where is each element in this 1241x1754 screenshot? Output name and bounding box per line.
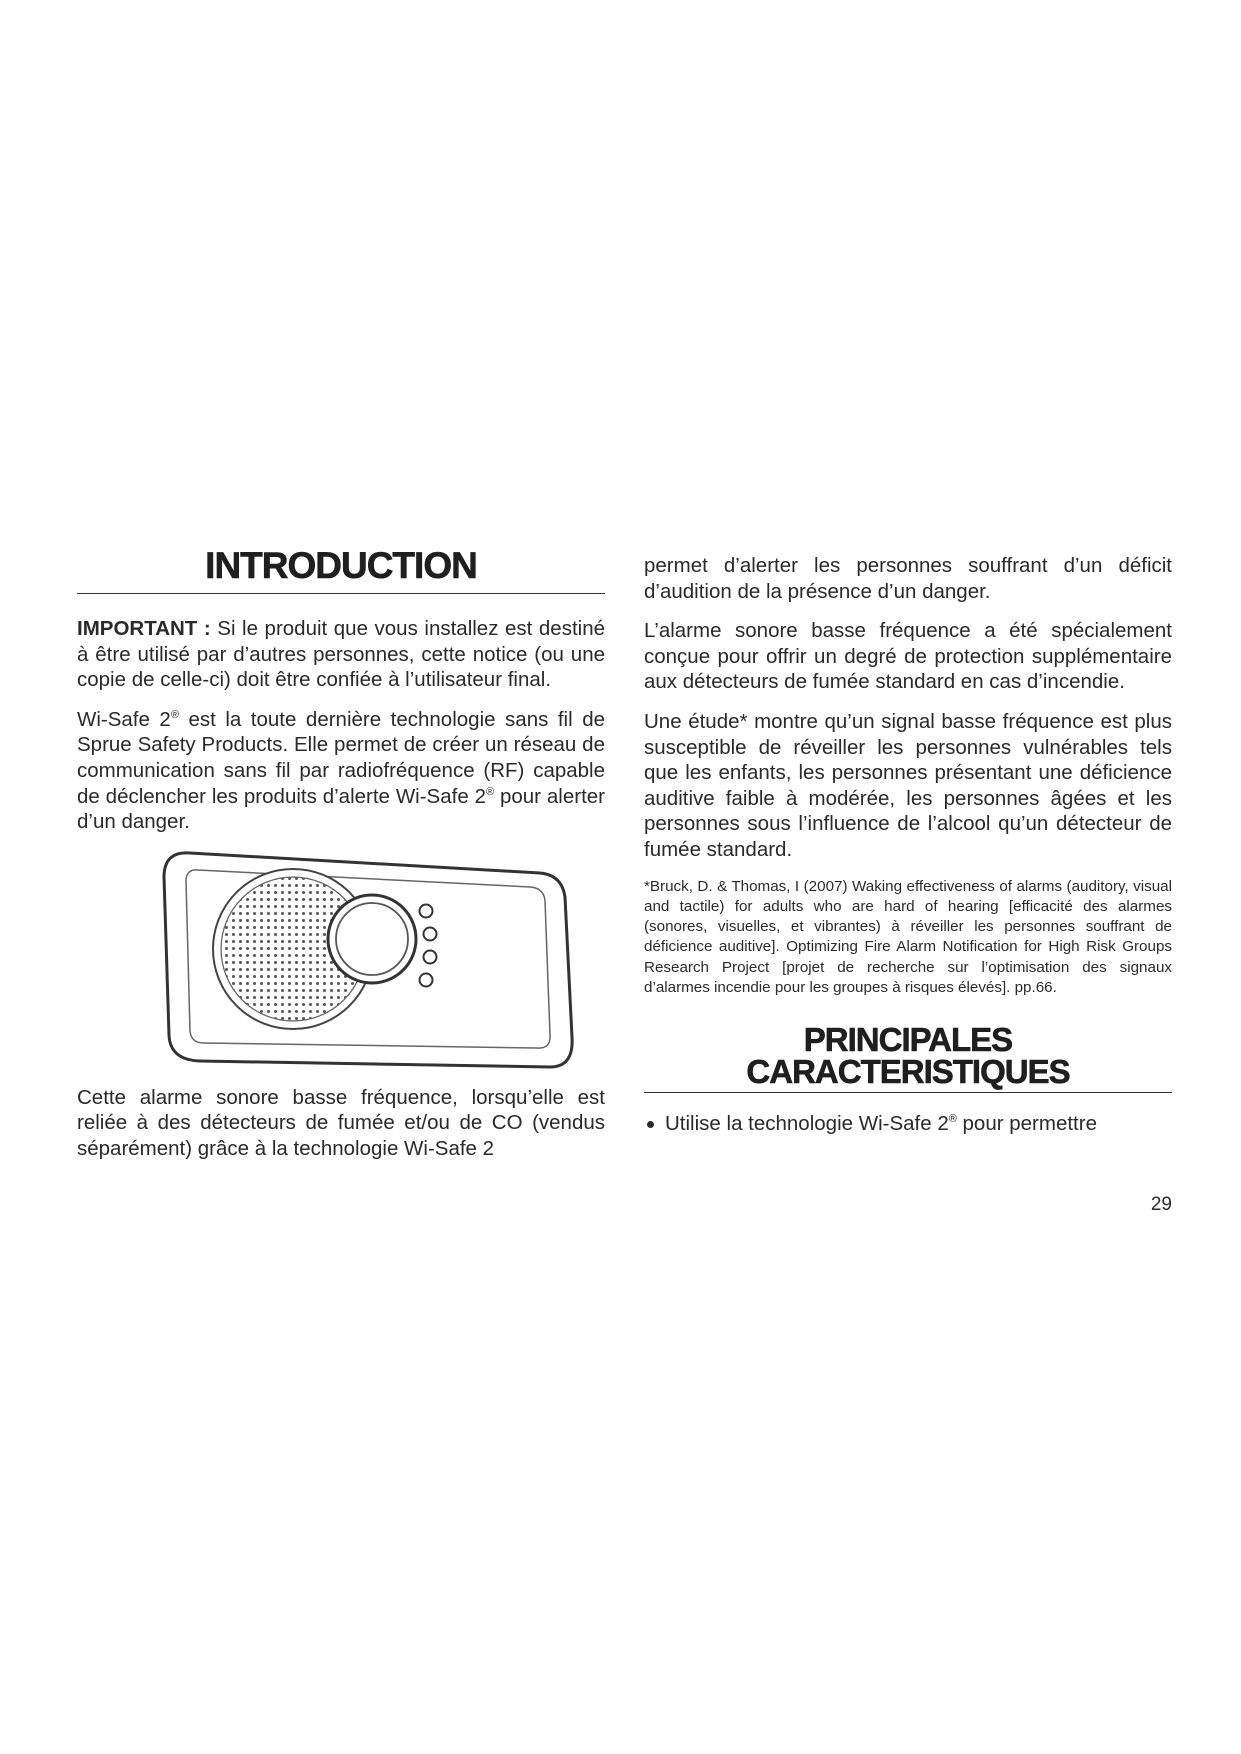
low-frequency-alarm-illustration [160, 847, 580, 1075]
registered-mark: ® [486, 785, 495, 798]
continuation-paragraph: permet d’alerter les personnes souffrant d’un déficit d’audition de la présence d’un danger. [644, 554, 1172, 603]
wisafe-paragraph [77, 707, 605, 835]
low-frequency-paragraph: L’alarme sonore basse fréquence a été spécialement conçue pour offrir un degré de protection supplémentaire aux détecteurs de fumée standard en cas d’incendie. [644, 619, 1172, 694]
features-rule [644, 1092, 1172, 1093]
alarm-description-paragraph: Cette alarme sonore basse fréquence, lorsqu’elle est reliée à des détecteurs de fumée et/ou de CO (vendus séparément) grâce à la technologie Wi-Safe 2 [77, 1085, 605, 1160]
wisafe-text-1: Wi-Safe 2 [77, 707, 171, 731]
introduction-heading: INTRODUCTION [205, 545, 477, 586]
important-label: IMPORTANT : [77, 617, 211, 640]
footnote: *Bruck, D. & Thomas, I (2007) Waking effectiveness of alarms (auditory, visual and tactile) for adults who are hard of hearing [efficacité des alarmes (sonores, visuelles, et vibrantes) à réveiller les personnes souffrant de déficience auditive]. Optimizing Fire Alarm Notification for High Risk Groups Research Project [projet de recherche sur l’optimisation des signaux d’alarmes incendie pour les groupes à risques élevés]. pp.66. [644, 877, 1172, 997]
registered-mark: ® [948, 1113, 957, 1126]
right-column [644, 553, 1172, 1137]
important-paragraph [77, 616, 605, 693]
study-paragraph: Une étude* montre qu’un signal basse fréquence est plus susceptible de réveiller les personnes vulnérables tels que les enfants, les personnes présentant une déficience auditive faible à modérée, les personnes âgées et les personnes sous l’influence de l’alcool qu’un détecteur de fumée standard. [644, 709, 1172, 861]
feature-text: Utilise la technologie Wi-Safe 2 [665, 1112, 949, 1136]
left-column [77, 544, 605, 1162]
introduction-rule [77, 593, 605, 594]
registered-mark: ® [170, 708, 179, 721]
features-heading-line-1: PRINCIPALES [803, 1021, 1013, 1059]
feature-suffix: pour permettre [956, 1112, 1097, 1136]
wisafe-text-2: est la toute dernière technologie sans fil de Sprue Safety Products. Elle permet de créer un réseau de communication sans fil par radiofréquence (RF) capable de déclencher les produits d’alerte Wi-Safe 2 [77, 707, 605, 808]
wisafe-text-3: pour alerter d’un danger. [77, 784, 605, 834]
features-heading-line-2: CARACTERISTIQUES [746, 1053, 1070, 1091]
features-heading [644, 1021, 1172, 1091]
list-item [644, 1111, 1172, 1137]
important-text: Si le produit que vous installez est destiné à être utilisé par d’autres personnes, cette notice (ou une copie de celle-ci) doit être confiée à l’utilisateur final. [77, 617, 606, 692]
features-list [644, 1111, 1172, 1137]
page-number: 29 [1150, 1194, 1172, 1215]
